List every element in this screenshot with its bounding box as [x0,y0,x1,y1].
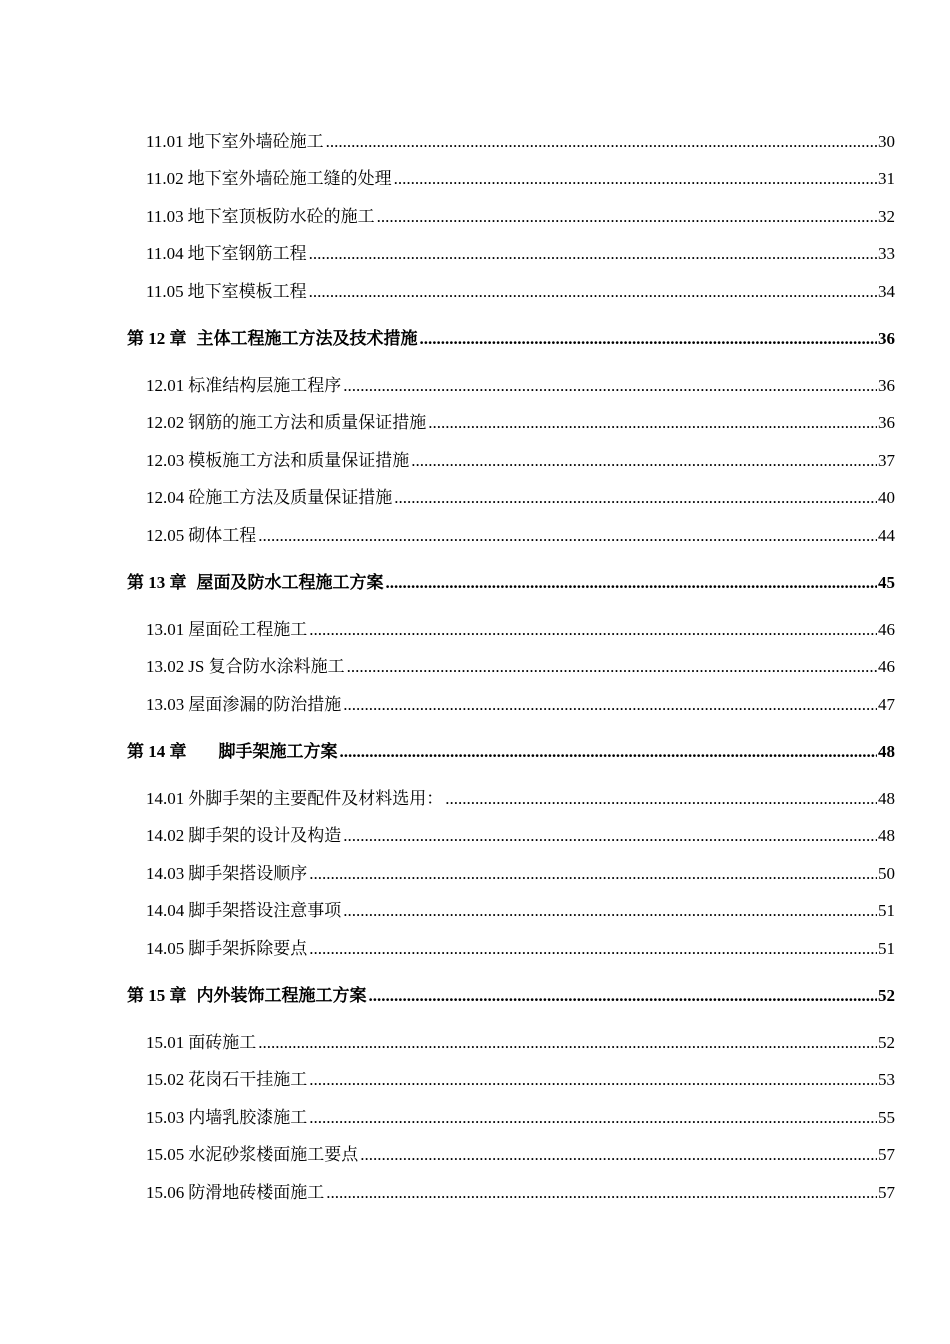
toc-entry-title: 面砖施工 [188,1032,257,1052]
toc-leader-dots [309,1108,877,1128]
toc-leader-dots [309,620,877,640]
toc-entry[interactable] [127,921,895,959]
toc-entry-number: 15.01 [146,1032,185,1052]
toc-leader-dots [309,244,877,264]
toc-leader-dots [343,695,877,715]
toc-leader-dots [347,657,877,677]
toc-entry-page: 33 [878,244,895,263]
toc-entry[interactable] [127,640,895,678]
toc-entry[interactable] [127,471,895,509]
toc-entry-title: 地下室外墙砼施工 [187,131,324,151]
toc-entry-title: 钢筋的施工方法和质量保证措施 [188,413,427,432]
toc-entry-page: 36 [878,375,895,395]
toc-entry-number: 14.02 [146,826,185,845]
toc-entry-title: 花岗石干挂施工 [188,1070,308,1089]
toc-leader-dots [369,986,878,1006]
toc-entry[interactable] [127,1128,895,1166]
toc-leader-dots [258,1033,877,1053]
toc-entry-number: 14.03 [146,863,185,883]
toc-leader-dots [309,864,877,884]
toc-leader-dots [326,1183,877,1203]
toc-entry[interactable] [127,677,895,715]
toc-entry-title: 砌体工程 [188,525,257,545]
toc-entry[interactable] [127,1006,895,1053]
toc-leader-dots [343,901,877,921]
toc-entry[interactable] [127,1053,895,1091]
toc-entry-page: 52 [878,1032,895,1052]
toc-leader-dots [340,742,878,762]
toc-entry-number: 12.04 [146,488,185,507]
toc-entry[interactable] [127,349,895,396]
toc-entry[interactable] [127,508,895,546]
toc-entry-title: 屋面砼工程施工 [188,619,308,639]
toc-entry-page: 57 [878,1182,895,1202]
toc-leader-dots [343,826,877,846]
toc-entry-page: 51 [878,938,895,958]
toc-leader-dots [411,451,877,471]
toc-entry-title: 脚手架搭设注意事项 [188,901,342,920]
toc-entry-title: 脚手架拆除要点 [188,938,308,958]
toc-entry-number: 14.05 [146,938,185,958]
toc-leader-dots [258,526,877,546]
toc-chapter-page: 48 [878,741,895,761]
toc-entry-number: 12.03 [146,450,185,470]
toc-entry-number: 15.03 [146,1107,185,1127]
toc-entry-number: 12.01 [146,375,185,395]
toc-entry-number: 13.02 [146,657,185,676]
toc-entry-number: 11.02 [146,169,184,188]
toc-chapter[interactable] [127,302,895,349]
toc-entry[interactable] [127,762,895,809]
toc-entry-title: JS 复合防水涂料施工 [188,657,345,676]
toc-leader-dots [360,1145,877,1165]
toc-entry-page: 48 [878,826,895,845]
toc-entry-page: 50 [878,863,895,883]
toc-entry-title: 标准结构层施工程序 [188,375,342,395]
toc-chapter-title: 屋面及防水工程施工方案 [196,572,384,592]
toc-entry-title: 地下室顶板防水砼的施工 [187,206,375,226]
toc-entry[interactable] [127,884,895,922]
toc-entry-number: 11.04 [146,244,184,263]
toc-entry-number: 12.02 [146,413,185,432]
toc-leader-dots [394,169,877,189]
toc-entry[interactable] [127,846,895,884]
toc-entry-title: 砼施工方法及质量保证措施 [188,488,393,507]
toc-entry-title: 地下室钢筋工程 [187,244,307,263]
toc-chapter-number: 第 15 章 [127,985,187,1005]
toc-leader-dots [394,488,877,508]
toc-entry-page: 48 [878,788,895,808]
toc-entry-page: 44 [878,525,895,545]
toc-entry-title: 防滑地砖楼面施工 [188,1182,325,1202]
toc-entry-page: 55 [878,1107,895,1127]
toc-chapter[interactable] [127,546,895,593]
toc-leader-dots [420,329,878,349]
toc-entry-page: 57 [878,1145,895,1164]
toc-entry[interactable] [127,227,895,265]
toc-entry-number: 14.04 [146,901,185,920]
toc-entry-title: 屋面渗漏的防治措施 [188,694,342,714]
toc-leader-dots [377,207,877,227]
toc-leader-dots [386,573,878,593]
toc-entry-title: 内墙乳胶漆施工 [188,1107,308,1127]
toc-entry[interactable] [127,809,895,847]
toc-entry-title: 水泥砂浆楼面施工要点 [188,1145,359,1164]
toc-chapter-page: 52 [878,985,895,1005]
toc-entry-number: 12.05 [146,525,185,545]
toc-leader-dots [326,132,877,152]
toc-entry-number: 11.01 [146,131,184,151]
toc-entry[interactable] [127,1090,895,1128]
toc-entry-page: 53 [878,1070,895,1089]
toc-entry-page: 47 [878,694,895,714]
toc-entry[interactable] [127,593,895,640]
toc-entry-page: 34 [878,281,895,301]
toc-chapter-page: 45 [878,572,895,592]
toc-chapter-number: 第 14 章 [127,741,187,761]
toc-entry-page: 37 [878,450,895,470]
toc-leader-dots [309,282,877,302]
toc-chapter[interactable] [127,959,895,1006]
toc-chapter[interactable] [127,715,895,762]
toc-entry[interactable] [127,152,895,190]
toc-entry-page: 30 [878,131,895,151]
toc-entry-title: 模板施工方法和质量保证措施 [188,450,410,470]
toc-leader-dots [343,376,877,396]
toc-entry-title: 脚手架搭设顺序 [188,863,308,883]
toc-entry[interactable] [127,189,895,227]
toc-chapter-title: 内外装饰工程施工方案 [196,985,367,1005]
toc-leader-dots [309,939,877,959]
toc-entry-page: 31 [878,169,895,188]
toc-entry[interactable] [127,264,895,302]
toc-entry-page: 46 [878,657,895,676]
toc-entry-page: 36 [878,413,895,432]
toc-chapter-title: 脚手架施工方案 [218,741,338,761]
toc-entry-page: 40 [878,488,895,507]
toc-entry-title: 地下室外墙砼施工缝的处理 [187,169,392,188]
toc-entry-title: 外脚手架的主要配件及材料选用： [188,788,444,808]
toc-entry-number: 15.06 [146,1182,185,1202]
toc-entry-number: 14.01 [146,788,185,808]
toc-entry-page: 51 [878,901,895,920]
toc-entry[interactable] [127,114,895,152]
toc-chapter-number: 第 12 章 [127,328,187,348]
toc-chapter-number: 第 13 章 [127,572,187,592]
toc-entry[interactable] [127,1165,895,1203]
toc-entry-number: 11.05 [146,281,184,301]
toc-entry-number: 15.02 [146,1070,185,1089]
toc-chapter-page: 36 [878,328,895,348]
toc-entry-number: 13.03 [146,694,185,714]
toc-entry-number: 15.05 [146,1145,185,1164]
toc-entry-title: 脚手架的设计及构造 [188,826,342,845]
toc-chapter-title: 主体工程施工方法及技术措施 [196,328,418,348]
toc-entry[interactable] [127,433,895,471]
toc-entry-page: 46 [878,619,895,639]
toc-entry-title: 地下室模板工程 [187,281,307,301]
table-of-contents [127,114,895,1203]
toc-leader-dots [309,1070,877,1090]
toc-leader-dots [428,413,877,433]
toc-entry-number: 13.01 [146,619,185,639]
toc-leader-dots [445,789,877,809]
toc-entry[interactable] [127,396,895,434]
toc-entry-number: 11.03 [146,206,184,226]
toc-entry-page: 32 [878,206,895,226]
